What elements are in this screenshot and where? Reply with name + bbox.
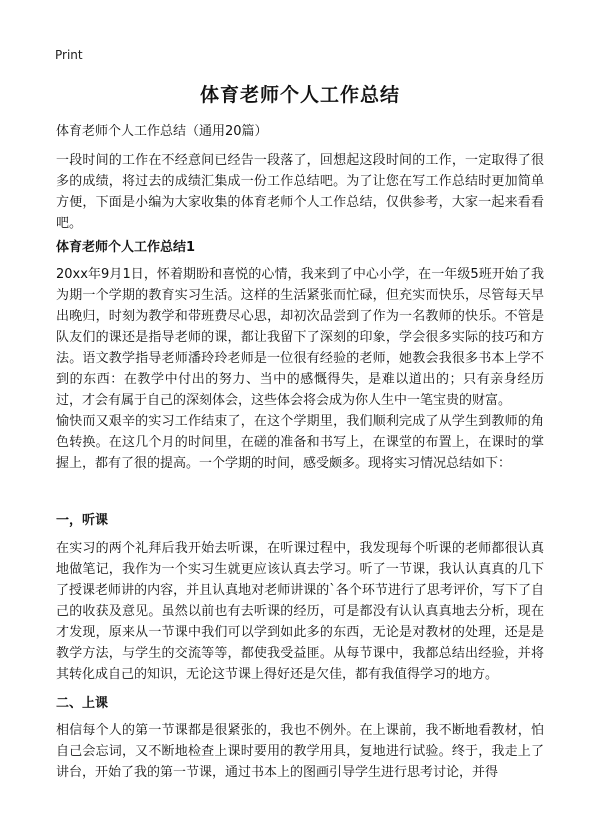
section1-heading: 体育老师个人工作总结1 xyxy=(56,240,196,255)
teach-paragraph: 相信每个人的第一节课都是很紧张的，我也不例外。在上课前，我不断地看教材，怕自己会忘词，又不断地检查上课时要用的教学用具，复地进行试验。终于，我走上了讲台，开始了我的第一节课，通过书本上的图画引导学生进行思考讨论，并得 xyxy=(56,723,544,780)
teach-heading: 二、上课 xyxy=(56,696,109,711)
print-link[interactable]: Print xyxy=(55,48,83,62)
section1-paragraph-2: 愉快而又艰辛的实习工作结束了，在这个学期里，我们顺利完成了从学生到教师的角色转换。在这几个月的时间里，在磋的准备和书写上，在课堂的布置上，在课时的掌握上，都有了很的提高。一个学期的时间，感受颇多。现将实习情况总结如下： xyxy=(56,414,544,471)
intro-paragraph: 一段时间的工作在不经意间已经告一段落了，回想起这段时间的工作，一定取得了很多的成绩，将过去的成绩汇集成一份工作总结吧。为了让您在写工作总结时更加简单方便，下面是小编为大家收集的体育老师个人工作总结，仅供参考，大家一起来看看吧。 xyxy=(56,153,544,231)
section1-paragraph-1: 20xx年9月1日，怀着期盼和喜悦的心情，我来到了中心小学，在一年级5班开始了我为期一个学期的教育实习生活。这样的生活紧张而忙碌，但充实而快乐，尽管每天早出晚归，时刻为教学和带班费尽心思，却初次品尝到了作为一名教师的快乐。不管是队友们的课还是指导老师的课，都让我留下了深刻的印象，学会很多实际的技巧和方法。语文教学指导老师潘玲玲老师是一位很有经验的老师，她教会我很多书本上学不到的东西：在教学中付出的努力、当中的感慨得失，是难以道出的；只有亲身经历过，才会有属于自己的深刻体会，这些体会将会成为你人生中一笔宝贵的财富。 xyxy=(56,267,544,408)
document-subtitle: 体育老师个人工作总结（通用20篇） xyxy=(56,124,268,139)
page-title: 体育老师个人工作总结 xyxy=(199,84,400,106)
listen-heading: 一，听课 xyxy=(56,513,109,528)
listen-paragraph: 在实习的两个礼拜后我开始去听课，在听课过程中，我发现每个听课的老师都很认真地做笔记，我作为一个实习生就更应该认真去学习。听了一节课，我认认真真的几下了授课老师讲的内容，并且认真地对老师讲课的`各个环节进行了思考评价，写下了自己的收获及意见。虽然以前也有去听课的经历，可是都没有认认真真地去分析，现在才发现，原来从一节课中我们可以学到如此多的东西，无论是对教材的处理，还是是教学方法，与学生的交流等等，都使我受益匪。从每节课中，我都总结出经验，并将其转化成自己的知识，无论这节课上得好还是欠佳，都有我值得学习的地方。 xyxy=(56,541,544,682)
